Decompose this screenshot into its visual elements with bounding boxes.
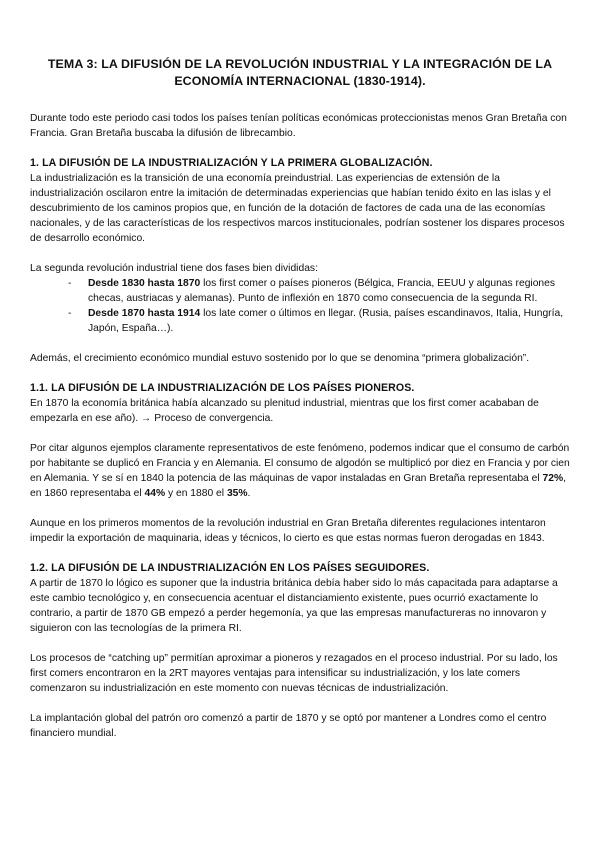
phase-2-period: Desde 1870 hasta 1914 xyxy=(88,308,201,319)
section-1-2-heading: 1.2. LA DIFUSIÓN DE LA INDUSTRIALIZACIÓN EN LOS PAÍSES SEGUIDORES. xyxy=(30,562,430,574)
phases-list xyxy=(30,276,570,336)
percentage-1840: 72% xyxy=(542,473,564,484)
page-title xyxy=(34,56,566,90)
dash-bullet: - xyxy=(68,308,72,319)
section-1-1-heading: 1.1. LA DIFUSIÓN DE LA INDUSTRIALIZACIÓN DE LOS PAÍSES PIONEROS. xyxy=(30,382,415,394)
section-1-1-paragraph-2-mid-1: , en 1860 representaba el xyxy=(30,473,567,499)
section-1-2-paragraph-1: A partir de 1870 lo lógico es suponer que la industria británica debía haber sido lo más capacitada para adaptarse a este cambio tecnológico y, en consecuencia acentuar el distanciamiento existente, pues ocurrió exactamente lo contrario, a partir de 1870 GB empezó a perder hegemonía, ya que las empresas manufactureras no innovaron y siguieron con las tecnologías de la primera RI. xyxy=(30,578,558,634)
list-item xyxy=(68,306,570,336)
intro-paragraph: Durante todo este periodo casi todos los países tenían políticas económicas proteccionistas menos Gran Bretaña con Francia. Gran Bretaña buscaba la difusión de librecambio. xyxy=(30,113,567,139)
section-1-heading: 1. LA DIFUSIÓN DE LA INDUSTRIALIZACIÓN Y LA PRIMERA GLOBALIZACIÓN. xyxy=(30,157,433,169)
phase-2-text: los late comer o últimos en llegar. (Rusia, países escandinavos, Italia, Hungría, Japón, España…). xyxy=(88,308,564,334)
section-1-1-paragraph-2 xyxy=(30,441,570,501)
title-line-2: ECONOMÍA INTERNACIONAL (1830-1914). xyxy=(174,74,426,88)
phase-1-period: Desde 1830 hasta 1870 xyxy=(88,278,201,289)
section-1-1-paragraph-3: Aunque en los primeros momentos de la revolución industrial en Gran Bretaña diferentes regulaciones intentaron impedir la exportación de maquinaria, ideas y técnicos, lo cierto es que estas normas fueron derogadas en 1843. xyxy=(30,518,546,544)
list-item xyxy=(68,276,570,306)
section-1-paragraph-1: La industrialización es la transición de una economía preindustrial. Las experiencias de extensión de la industrialización oscilaron entre la imitación de determinadas experiencias que habían tenido éxito en las islas y el descubrimiento de los caminos propios que, en función de la dotación de factores de cada una de las economías nacionales, y de las características de los respectivos marcos institucionales, podrían sostener los dispares procesos de desarrollo económico. xyxy=(30,173,565,244)
title-line-1: TEMA 3: LA DIFUSIÓN DE LA REVOLUCIÓN INDUSTRIAL Y LA INTEGRACIÓN DE LA xyxy=(47,57,553,71)
section-1-2-paragraph-3: La implantación global del patrón oro comenzó a partir de 1870 y se optó por mantener a Londres como el centro financiero mundial. xyxy=(30,713,547,739)
section-1-1-paragraph-1: En 1870 la economía británica había alcanzado su plenitud industrial, mientras que los first comer acababan de empezarla en ese año). → Proceso de convergencia. xyxy=(30,398,539,424)
dash-bullet: - xyxy=(68,278,72,289)
phase-1-text: los first comer o países pioneros (Bélgica, Francia, EEUU y algunas regiones checas, austriacas y alemanas). Punto de inflexión en 1870 como consecuencia de la segunda RI. xyxy=(88,278,556,304)
section-1-1-paragraph-2-end: . xyxy=(247,488,251,499)
section-1-2-paragraph-2: Los procesos de “catching up” permitían aproximar a pioneros y rezagados en el proceso industrial. Por su lado, los first comers encontraron en la 2RT mayores ventajas para intensificar su industrialización, y los late comers comenzaron su industrialización en este momento con nuevas técnicas de industrialización. xyxy=(30,653,558,694)
section-1-paragraph-3: Además, el crecimiento económico mundial estuvo sostenido por lo que se denomina “primera globalización”. xyxy=(30,353,530,364)
percentage-1880: 35% xyxy=(226,488,248,499)
percentage-1860: 44% xyxy=(144,488,166,499)
section-1-1-paragraph-2-mid-2: y en 1880 el xyxy=(165,488,227,499)
section-1-paragraph-2: La segunda revolución industrial tiene dos fases bien divididas: xyxy=(30,263,318,274)
section-1-1-paragraph-2-text: Por citar algunos ejemplos claramente representativos de este fenómeno, podemos indicar que el consumo de carbón por habitante se duplicó en Francia y en Alemania. El consumo de algodón se multiplicó por diez en Francia y por cien en Alemania. Y se sí en 1840 la potencia de las máquinas de vapor instaladas en Gran Bretaña representaba el xyxy=(30,443,570,484)
